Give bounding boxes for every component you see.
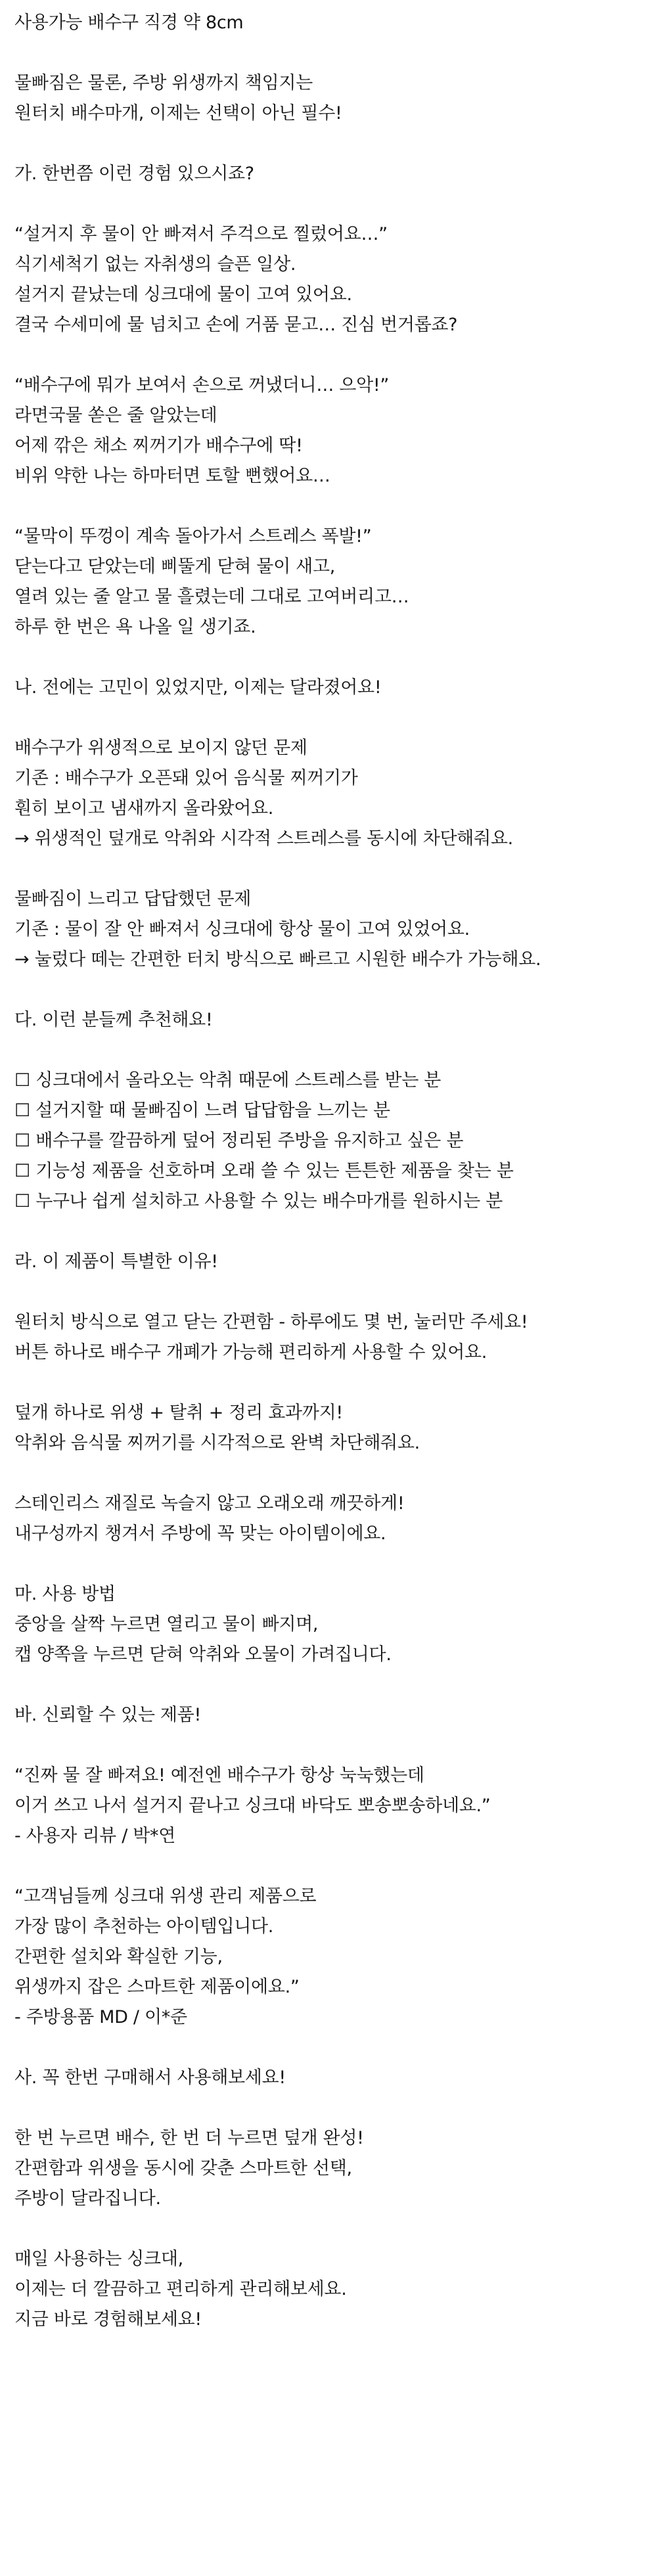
text-line: 간편한 설치와 확실한 기능, xyxy=(14,1947,223,1967)
paragraph xyxy=(14,1307,645,1368)
text-line: 어제 깎은 채소 찌꺼기가 배수구에 딱! xyxy=(14,436,303,456)
text-line: 식기세척기 없는 자취생의 슬픈 일상. xyxy=(14,254,296,275)
paragraph xyxy=(14,522,645,643)
text-line: ☐ 배수구를 깔끔하게 덮어 정리된 주방을 유지하고 싶은 분 xyxy=(14,1131,464,1151)
text-line: 원터치 방식으로 열고 닫는 간편함 - 하루에도 몇 번, 눌러만 주세요! xyxy=(14,1312,528,1332)
text-line: 결국 수세미에 물 넘치고 손에 거품 묻고… 진심 번거롭죠? xyxy=(14,315,458,335)
text-line: ☐ 설거지할 때 물빠짐이 느려 답답함을 느끼는 분 xyxy=(14,1100,390,1121)
paragraph xyxy=(14,1247,645,1277)
text-line: 이거 쓰고 나서 설거지 끝나고 싱크대 바닥도 뽀송뽀송하네요.” xyxy=(14,1796,491,1816)
text-line: 라. 이 제품이 특별한 이유! xyxy=(14,1252,218,1272)
text-line: 지금 바로 경험해보세요! xyxy=(14,2309,202,2330)
text-line: 바. 신뢰할 수 있는 제품! xyxy=(14,1705,201,1725)
paragraph xyxy=(14,884,645,975)
text-line: 내구성까지 챙겨서 주방에 꼭 맞는 아이템이에요. xyxy=(14,1524,386,1544)
product-description-document xyxy=(14,8,645,2335)
text-line: 열려 있는 줄 알고 물 흘렸는데 그대로 고여버리고… xyxy=(14,587,409,607)
text-line: 한 번 누르면 배수, 한 번 더 누르면 덮개 완성! xyxy=(14,2128,364,2148)
text-line: 라면국물 쏟은 줄 알았는데 xyxy=(14,405,217,426)
text-line: 비위 약한 나는 하마터면 토할 뻔했어요… xyxy=(14,466,330,486)
text-line: 가. 한번쯤 이런 경험 있으시죠? xyxy=(14,164,254,184)
text-line: “배수구에 뭐가 보여서 손으로 꺼냈더니… 으악!” xyxy=(14,375,390,395)
paragraph xyxy=(14,733,645,854)
text-line: 기존 : 물이 잘 안 빠져서 싱크대에 항상 물이 고여 있었어요. xyxy=(14,919,470,939)
text-line: 스테인리스 재질로 녹슬지 않고 오래오래 깨끗하게! xyxy=(14,1493,405,1514)
paragraph xyxy=(14,1700,645,1730)
paragraph xyxy=(14,1398,645,1458)
text-line: 이제는 더 깔끔하고 편리하게 관리해보세요. xyxy=(14,2279,347,2299)
text-line: 하루 한 번은 욕 나올 일 생기죠. xyxy=(14,617,256,637)
paragraph xyxy=(14,371,645,491)
text-line: 위생까지 잡은 스마트한 제품이에요.” xyxy=(14,1977,300,1997)
text-line: 사. 꼭 한번 구매해서 사용해보세요! xyxy=(14,2068,286,2088)
text-line: 다. 이런 분들께 추천해요! xyxy=(14,1010,213,1030)
text-line: 닫는다고 닫았는데 삐뚤게 닫혀 물이 새고, xyxy=(14,556,335,577)
text-line: 배수구가 위생적으로 보이지 않던 문제 xyxy=(14,738,307,758)
text-line: 캡 양쪽을 누르면 닫혀 악취와 오물이 가려집니다. xyxy=(14,1644,392,1665)
paragraph xyxy=(14,2063,645,2093)
text-line: 사용가능 배수구 직경 약 8cm xyxy=(14,12,244,33)
paragraph xyxy=(14,8,645,38)
text-line: 간편함과 위생을 동시에 갖춘 스마트한 선택, xyxy=(14,2158,352,2179)
paragraph xyxy=(14,1066,645,1217)
text-line: 물빠짐은 물론, 주방 위생까지 책임지는 xyxy=(14,73,313,93)
text-line: 기존 : 배수구가 오픈돼 있어 음식물 찌꺼기가 xyxy=(14,768,358,788)
paragraph xyxy=(14,1489,645,1549)
paragraph xyxy=(14,2123,645,2214)
text-line: “진짜 물 잘 빠져요! 예전엔 배수구가 항상 눅눅했는데 xyxy=(14,1765,424,1786)
text-line: 악취와 음식물 찌꺼기를 시각적으로 완벽 차단해줘요. xyxy=(14,1433,420,1453)
text-line: 나. 전에는 고민이 있었지만, 이제는 달라졌어요! xyxy=(14,677,382,698)
text-line: 설거지 끝났는데 싱크대에 물이 고여 있어요. xyxy=(14,284,352,305)
paragraph xyxy=(14,219,645,340)
paragraph xyxy=(14,159,645,189)
text-line: 주방이 달라집니다. xyxy=(14,2188,161,2209)
text-line: - 주방용품 MD / 이*준 xyxy=(14,2007,187,2027)
text-line: “물막이 뚜껑이 계속 돌아가서 스트레스 폭발!” xyxy=(14,526,372,547)
text-line: ☐ 기능성 제품을 선호하며 오래 쓸 수 있는 튼튼한 제품을 찾는 분 xyxy=(14,1161,514,1181)
text-line: “고객님들께 싱크대 위생 관리 제품으로 xyxy=(14,1886,317,1907)
text-line: 덮개 하나로 위생 + 탈취 + 정리 효과까지! xyxy=(14,1403,343,1423)
paragraph xyxy=(14,673,645,703)
paragraph xyxy=(14,1761,645,1851)
text-line: 가장 많이 추천하는 아이템입니다. xyxy=(14,1916,274,1937)
paragraph xyxy=(14,1882,645,2033)
text-line: ☐ 싱크대에서 올라오는 악취 때문에 스트레스를 받는 분 xyxy=(14,1070,442,1091)
text-line: “설거지 후 물이 안 빠져서 주걱으로 찔렀어요…” xyxy=(14,224,388,244)
paragraph xyxy=(14,1005,645,1035)
text-line: 훤히 보이고 냄새까지 올라왔어요. xyxy=(14,798,274,819)
text-line: 중앙을 살짝 누르면 열리고 물이 빠지며, xyxy=(14,1614,319,1635)
paragraph xyxy=(14,68,645,129)
text-line: → 눌렀다 떼는 간편한 터치 방식으로 빠르고 시원한 배수가 가능해요. xyxy=(14,949,541,970)
text-line: 마. 사용 방법 xyxy=(14,1584,116,1604)
text-line: ☐ 누구나 쉽게 설치하고 사용할 수 있는 배수마개를 원하시는 분 xyxy=(14,1191,503,1211)
paragraph xyxy=(14,1579,645,1670)
text-line: 버튼 하나로 배수구 개폐가 가능해 편리하게 사용할 수 있어요. xyxy=(14,1342,487,1363)
paragraph xyxy=(14,2244,645,2335)
text-line: → 위생적인 덮개로 악취와 시각적 스트레스를 동시에 차단해줘요. xyxy=(14,828,513,849)
text-line: - 사용자 리뷰 / 박*연 xyxy=(14,1826,176,1846)
text-line: 물빠짐이 느리고 답답했던 문제 xyxy=(14,889,252,909)
text-line: 원터치 배수마개, 이제는 선택이 아닌 필수! xyxy=(14,103,342,124)
text-line: 매일 사용하는 싱크대, xyxy=(14,2249,183,2269)
